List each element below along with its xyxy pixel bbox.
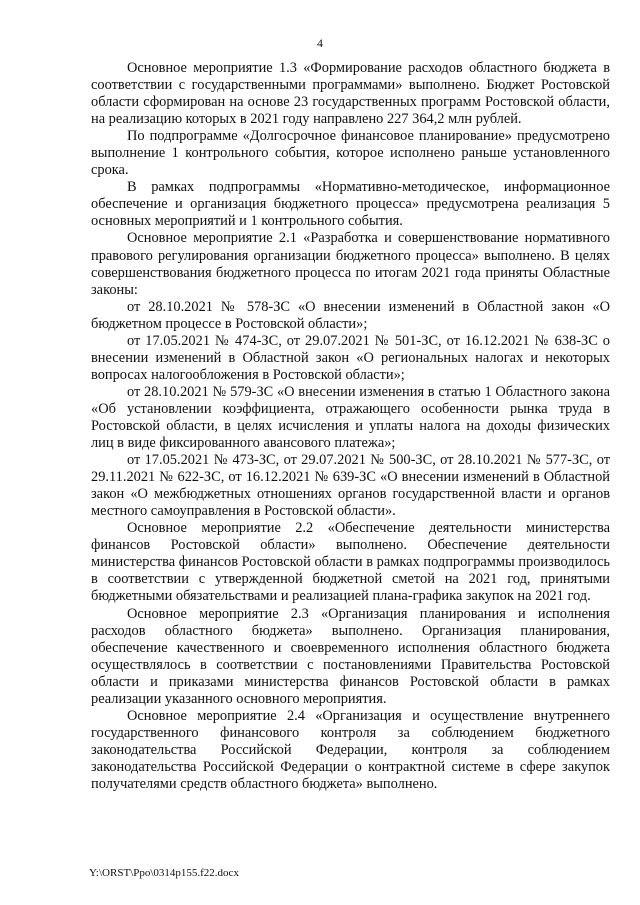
paragraph-9: Основное мероприятие 2.2 «Обеспечение деятельности министерства финансов Ростовской области» выполнено. Обеспечение деятельности министерства финансов Ростовской области в рамках подпрограммы производилось в соответствии с утвержденной бюджетной сметой на 2021 год, принятыми бюджетными обязательствами и реализацией плана-графика закупок на 2021 год.	[91, 520, 610, 605]
paragraph-4: Основное мероприятие 2.1 «Разработка и совершенствование нормативного правового регулирования организации бюджетного процесса» выполнено. В целях совершенствования бюджетного процесса по итогам 2021 года приняты Областные законы:	[91, 230, 610, 298]
paragraph-7: от 28.10.2021 № 579-ЗС «О внесении изменения в статью 1 Областного закона «Об установлении коэффициента, отражающего особенности рынка труда в Ростовской области, в целях исчисления и уплаты налога на доходы физических лиц в виде фиксированного авансового платежа»;	[91, 383, 610, 452]
footer-file-path: Y:\ORST\Ppo\0314p155.f22.docx	[89, 867, 239, 879]
paragraph-6: от 17.05.2021 № 474-ЗС, от 29.07.2021 № 501-ЗС, от 16.12.2021 № 638-ЗС о внесении изменений в Областной закон «О региональных налогах и некоторых вопросах налогообложения в Ростовской области»;	[91, 332, 610, 383]
paragraph-1: Основное мероприятие 1.3 «Формирование расходов областного бюджета в соответствии с государственными программами» выполнено. Бюджет Ростовской области сформирован на основе 23 государственных программ Ростовской области, на реализацию которых в 2021 году направлено 227 364,2 млн рублей.	[91, 60, 610, 128]
document-body	[91, 60, 610, 793]
paragraph-8: от 17.05.2021 № 473-ЗС, от 29.07.2021 № 500-ЗС, от 28.10.2021 № 577-ЗС, от 29.11.2021 № 622-ЗС, от 16.12.2021 № 639-ЗС «О внесении изменений в Областной закон «О межбюджетных отношениях органов государственной власти и органов местного самоуправления в Ростовской области».	[91, 452, 610, 520]
paragraph-11: Основное мероприятие 2.4 «Организация и осуществление внутреннего государственного финансового контроля за соблюдением бюджетного законодательства Российской Федерации, контроля за соблюдением законодательства Российской Федерации о контрактной системе в сфере закупок получателями средств областного бюджета» выполнено.	[91, 707, 610, 792]
paragraph-10: Основное мероприятие 2.3 «Организация планирования и исполнения расходов областного бюджета» выполнено. Организация планирования, обеспечение качественного и своевременного исполнения областного бюджета осуществлялось в соответствии с постановлениями Правительства Ростовской области и приказами министерства финансов Ростовской области в рамках реализации указанного основного мероприятия.	[91, 605, 610, 707]
paragraph-3: В рамках подпрограммы «Нормативно-методическое, информационное обеспечение и организация бюджетного процесса» предусмотрена реализация 5 основных мероприятий и 1 контрольного события.	[91, 179, 610, 230]
paragraph-2: По подпрограмме «Долгосрочное финансовое планирование» предусмотрено выполнение 1 контрольного события, которое исполнено раньше установленного срока.	[91, 128, 610, 179]
paragraph-5: от 28.10.2021 № 578-ЗС «О внесении изменений в Областной закон «О бюджетном процессе в Ростовской области»;	[91, 298, 610, 332]
page-number: 4	[317, 36, 323, 50]
